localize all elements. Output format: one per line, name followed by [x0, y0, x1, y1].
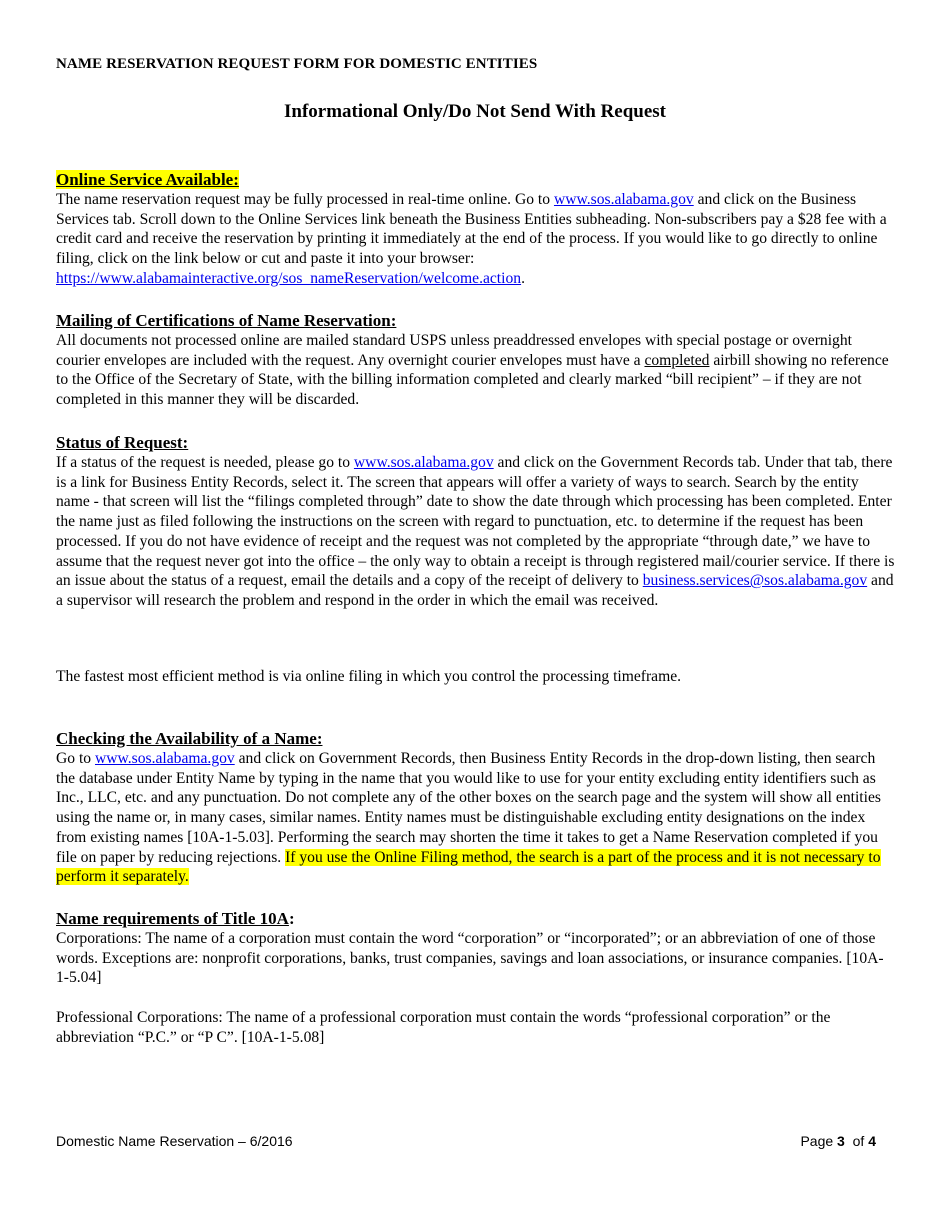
- fastest-method-note: The fastest most efficient method is via online filing in which you control the processing timeframe.: [56, 668, 682, 685]
- sos-link[interactable]: www.sos.alabama.gov: [94, 750, 235, 767]
- sos-link[interactable]: www.sos.alabama.gov: [353, 454, 494, 471]
- mailing-body: All documents not processed online are mailed standard USPS unless preaddressed envelopes with special postage or overnight courier envelopes are included with the request. Any overnight courier envelopes must have a completed airbill showing no reference to the Office of the Secretary of State, with the billing information completed and clearly marked “bill recipient” – if they are not completed in this manner they will be discarded.: [56, 332, 889, 409]
- checking-highlight: If you use the Online Filing method, the search is a part of the process and it is not necessary to perform it separately.: [56, 848, 881, 886]
- online-heading: Online Service Available:: [56, 170, 239, 189]
- mailing-heading: Mailing of Certifications of Name Reservation:: [56, 311, 397, 330]
- checking-heading: Checking the Availability of a Name:: [56, 729, 323, 748]
- checking-body: Go to www.sos.alabama.gov and click on Government Records, then Business Entity Records in the drop-down listing, then search the database under Entity Name by typing in the name that you would like to use for your entity excluding entity identifiers such as Inc., LLC, etc. and any punctuation. Do not complete any of the other boxes on the search page and the system will show all entities using the name or, in many cases, similar names. Entity names must be distinguishable excluding entity designations on the index from existing names [10A-1-5.03]. Performing the search may shorten the time it takes to get a Name Reservation completed if you file on paper by reducing rejections. If you use the Online Filing method, the search is a part of the process and it is not necessary to perform it separately.: [56, 750, 881, 886]
- page-number: Page 3 of 4: [800, 1133, 876, 1149]
- sos-link[interactable]: www.sos.alabama.gov: [553, 191, 694, 208]
- corporations-text: Corporations: The name of a corporation must contain the word “corporation” or “incorporated”; or an abbreviation of one of those words. Exceptions are: nonprofit corporations, banks, trust companies, savings and loan associations, or insurance companies. [10A-1-5.04]: [56, 930, 884, 987]
- page-subtitle: Informational Only/Do Not Send With Request: [284, 101, 666, 122]
- status-heading: Status of Request:: [56, 433, 189, 452]
- footer-doc-label: Domestic Name Reservation – 6/2016: [56, 1133, 293, 1149]
- online-body: The name reservation request may be fully processed in real-time online. Go to www.sos.alabama.gov and click on the Business Services tab. Scroll down to the Online Services link beneath the Business Entities subheading. Non-subscribers pay a $28 fee with a credit card and receive the reservation by printing it immediately at the end of the process. If you would like to go directly to online filing, click on the link below or cut and paste it into your browser: https://www.alabamainteractive.org/sos_nameReservation/welcome.action.: [56, 191, 887, 287]
- email-link[interactable]: business.services@sos.alabama.gov: [642, 572, 868, 590]
- section-checking: [56, 728, 896, 887]
- requirements-heading: Name requirements of Title 10A: [56, 909, 289, 928]
- section-status: [56, 432, 896, 611]
- status-body: If a status of the request is needed, please go to www.sos.alabama.gov and click on the Government Records tab. Under that tab, there is a link for Business Entity Records, select it. The screen that appears will offer a variety of ways to search. Search by the entity name - that screen will list the “filings completed through” date to show the date through which processing has been completed. Enter the name just as filed following the instructions on the screen with regard to punctuation, etc. to determine if the request has been processed. If you do not have evidence of receipt and the request was not completed by the appropriate “through date,” we have to assume that the request never got into the office – the only way to obtain a receipt is through registered mail/courier service. If there is an issue about the status of a request, email the details and a copy of the receipt of delivery to business.services@sos.alabama.gov and a supervisor will research the problem and respond in the order in which the email was received.: [56, 454, 895, 609]
- section-mailing: [56, 310, 896, 410]
- section-requirements: Name requirements of Title 10A: Corporations: The name of a corporation must contain the word “corporation” or “incorporated”; or an abbreviation of one of those words. Exceptions are: nonprofit corporations, banks, trust companies, savings and loan associations, or insurance companies. [10A-1-5.04] Professional Corporations: The name of a professional corporation must contain the words “professional corporation” or the abbreviation “P.C.” or “P C”. [10A-1-5.08]: [56, 908, 896, 1047]
- section-online-service: [56, 169, 896, 289]
- online-filing-link[interactable]: https://www.alabamainteractive.org/sos_nameReservation/welcome.action: [56, 269, 522, 287]
- form-title: NAME RESERVATION REQUEST FORM FOR DOMESTIC ENTITIES: [56, 56, 538, 72]
- professional-corporations-text: Professional Corporations: The name of a professional corporation must contain the words “professional corporation” or the abbreviation “P.C.” or “P C”. [10A-1-5.08]: [56, 1008, 831, 1046]
- page-footer: [56, 1133, 876, 1149]
